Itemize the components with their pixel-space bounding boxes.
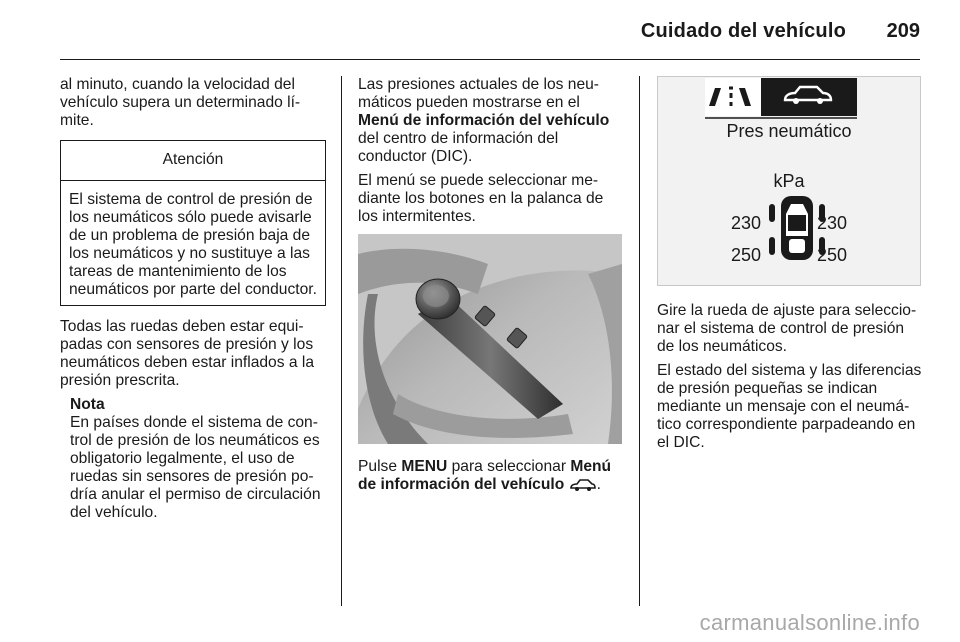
note-box bbox=[60, 396, 326, 522]
text-run: para seleccionar bbox=[447, 458, 571, 475]
paragraph-press-menu bbox=[358, 458, 624, 494]
tire-front-left-pressure: 230 bbox=[731, 213, 762, 233]
car-icon bbox=[569, 478, 597, 492]
attention-title: Atención bbox=[61, 141, 325, 181]
turn-signal-lever-photo bbox=[358, 234, 622, 444]
paragraph-dic-intro bbox=[358, 76, 624, 166]
tire-front-right-pressure: 230 bbox=[817, 213, 848, 233]
paragraph-speed-limit: al minuto, cuando la velocidad del vehículo supera un determinado límite. bbox=[60, 76, 301, 129]
text-run: Pulse bbox=[358, 458, 402, 475]
column-divider-1 bbox=[341, 76, 342, 606]
attention-box bbox=[60, 140, 326, 306]
column-1 bbox=[60, 76, 326, 522]
column-2 bbox=[358, 76, 624, 500]
paragraph-sensors: Todas las ruedas deben estar equipadas con sensores de presión y los neumáticos deben estar inflados a la presión prescrita. bbox=[60, 318, 314, 389]
page-number: 209 bbox=[886, 20, 920, 42]
dic-unit: kPa bbox=[773, 171, 805, 191]
menu-name-bold: Menú de información del vehículo bbox=[358, 458, 612, 493]
text-run: . bbox=[596, 476, 601, 493]
tire-rear-right-pressure: 250 bbox=[817, 245, 848, 265]
note-title: Nota bbox=[70, 396, 105, 413]
page-header bbox=[0, 0, 960, 60]
column-divider-2 bbox=[639, 76, 640, 606]
attention-body: El sistema de control de presión de los neumáticos sólo puede avisarle de un problema de presión baja de los neumáticos y no sustituye a las tareas de mantenimiento de los neumáticos por parte del conductor. bbox=[69, 191, 317, 298]
watermark-text: carmanualsonline.info bbox=[699, 610, 920, 635]
dic-display bbox=[657, 76, 921, 286]
dic-title: Pres neumático bbox=[726, 121, 852, 141]
column-3 bbox=[657, 76, 925, 458]
section-title: Cuidado del vehículo bbox=[640, 20, 846, 42]
text-run: Las presiones actuales de los neumáticos pueden mostrarse en el bbox=[358, 76, 599, 111]
paragraph-adjust-wheel: Gire la rueda de ajuste para seleccionar el sistema de control de presión de los neumáticos. bbox=[657, 302, 917, 355]
tire-rear-left-pressure: 250 bbox=[731, 245, 762, 265]
note-body: En países donde el sistema de control de presión de los neumáticos es obligatorio legalmente, el uso de ruedas sin sensores de presión podría anular el permiso de circulación del vehículo. bbox=[70, 414, 321, 521]
menu-button-label: MENU bbox=[401, 458, 448, 475]
paragraph-system-status: El estado del sistema y las diferencias de presión pequeñas se indican mediante un mensaje con el neumático correspondiente parpadeando en el DIC. bbox=[657, 362, 922, 451]
paragraph-menu-select: El menú se puede seleccionar mediante los botones en la palanca de los intermitentes. bbox=[358, 172, 604, 225]
menu-name-bold: Menú de información del vehículo bbox=[358, 112, 610, 129]
text-run: del centro de información del conductor (DIC). bbox=[358, 130, 559, 165]
header-divider bbox=[60, 59, 920, 60]
